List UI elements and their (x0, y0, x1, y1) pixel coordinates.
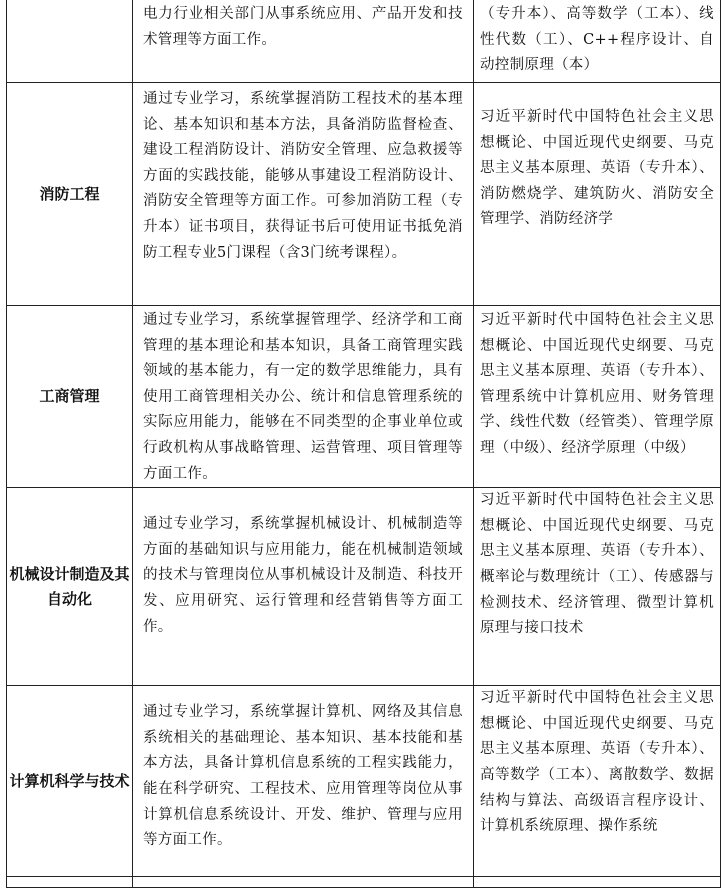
table-row (7, 306, 721, 488)
empty-cell (474, 877, 721, 888)
table-row (7, 488, 721, 686)
major-description: 通过专业学习，系统掌握机械设计、机械制造等方面的基础知识与应用能力，能在机械制造领域的技术与管理岗位从事机械设计及制造、科技开发、应用研究、运行管理和经营销售等方面工作。 (133, 488, 474, 686)
major-description: 电力行业相关部门从事系统应用、产品开发和技术管理等方面工作。 (133, 0, 474, 83)
major-name: 消防工程 (7, 83, 133, 306)
major-courses: 习近平新时代中国特色社会主义思想概论、中国近现代史纲要、马克思主义基本原理、英语（专升本）、消防燃烧学、建筑防火、消防安全管理学、消防经济学 (474, 83, 721, 306)
major-name: 工商管理 (7, 306, 133, 488)
table-row (7, 877, 721, 888)
major-courses: 习近平新时代中国特色社会主义思想概论、中国近现代史纲要、马克思主义基本原理、英语（专升本）、管理系统中计算机应用、财务管理学、线性代数（经管类）、管理学原理（中级）、经济学原理（中级） (474, 306, 721, 488)
table-row (7, 686, 721, 877)
table-row (7, 83, 721, 306)
major-description: 通过专业学习，系统掌握计算机、网络及其信息系统相关的基础理论、基本知识、基本技能和基本方法，具备计算机信息系统的工程实践能力，能在科学研究、工程技术、应用管理等岗位从事计算机信息系统设计、开发、维护、管理与应用等方面工作。 (133, 686, 474, 877)
table-row (7, 0, 721, 83)
major-description: 通过专业学习，系统掌握管理学、经济学和工商管理的基本理论和基本知识，具备工商管理实践领域的基本能力，有一定的数学思维能力，具有使用工商管理相关办公、统计和信息管理系统的实际应用能力，能够在不同类型的企事业单位或行政机构从事战略管理、运营管理、项目管理等方面工作。 (133, 306, 474, 488)
major-table (6, 0, 721, 888)
major-courses: 习近平新时代中国特色社会主义思想概论、中国近现代史纲要、马克思主义基本原理、英语（专升本）、概率论与数理统计（工）、传感器与检测技术、经济管理、微型计算机原理与接口技术 (474, 488, 721, 686)
empty-cell (7, 877, 133, 888)
major-courses: （专升本）、高等数学（工本）、线性代数（工）、C++程序设计、自动控制原理（本） (474, 0, 721, 83)
major-name: 机械设计制造及其自动化 (7, 488, 133, 686)
major-name (7, 0, 133, 83)
empty-cell (133, 877, 474, 888)
major-name: 计算机科学与技术 (7, 686, 133, 877)
major-description: 通过专业学习，系统掌握消防工程技术的基本理论、基本知识和基本方法，具备消防监督检查、建设工程消防设计、消防安全管理、应急救援等方面的实践技能，能够从事建设工程消防设计、消防安全管理等方面工作。可参加消防工程（专升本）证书项目，获得证书后可使用证书抵免消防工程专业5门课程（含3门统考课程）。 (133, 83, 474, 306)
major-courses: 习近平新时代中国特色社会主义思想概论、中国近现代史纲要、马克思主义基本原理、英语（专升本）、高等数学（工本）、离散数学、数据结构与算法、高级语言程序设计、计算机系统原理、操作系统 (474, 686, 721, 877)
